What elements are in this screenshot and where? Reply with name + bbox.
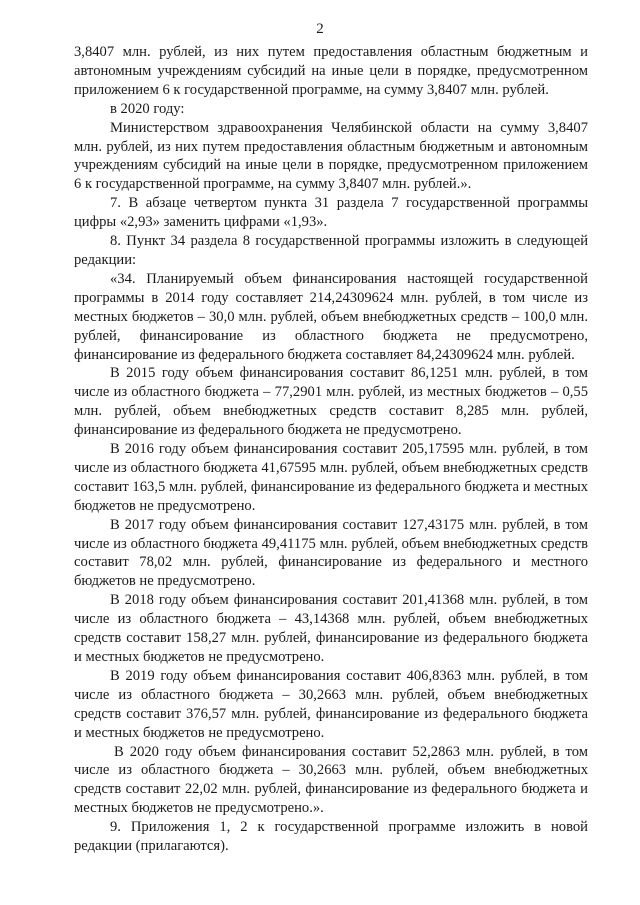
paragraph-year-2018: В 2018 году объем финансирования составит 201,41368 млн. рублей, в том числе из областного бюджета – 43,14368 млн. рублей, объем внебюджетных средств составит 158,27 млн. рублей, финансирование из федерального бюджета и местных бюджетов не предусмотрено. (74, 592, 588, 665)
paragraph-year-2020: В 2020 году объем финансирования составит 52,2863 млн. рублей, в том числе из областного бюджета – 30,2663 млн. рублей, объем внебюджетных средств составит 22,02 млн. рублей, финансирование из федерального бюджета и местных бюджетов не предусмотрено.». (74, 743, 588, 817)
paragraph-item-8: 8. Пункт 34 раздела 8 государственной программы изложить в следующей редакции: (74, 233, 588, 268)
paragraph-year-2020-heading: в 2020 году: (110, 100, 185, 117)
paragraph-section-34: «34. Планируемый объем финансирования настоящей государственной программы в 2014 году составляет 214,24309624 млн. рублей, в том числе из местных бюджетов – 30,0 млн. рублей, объем внебюджетных средств – 100,0 млн. рублей, финансирование из областного бюджета не предусмотрено, финансирование из федерального бюджета составляет 84,24309624 млн. рублей. (74, 270, 588, 363)
paragraph-year-2016: В 2016 году объем финансирования составит 205,17595 млн. рублей, в том числе из областного бюджета 41,67595 млн. рублей, объем внебюджетных средств составит 163,5 млн. рублей, финансирование из федерального бюджета и местных бюджетов не предусмотрено. (74, 441, 588, 514)
paragraph-continuation: 3,8407 млн. рублей, из них путем предоставления областным бюджетным и автономным учреждениям субсидий на иные цели в порядке, предусмотренном приложением 6 к государственной программе, на сумму 3,8407 млн. рублей. (74, 44, 588, 98)
document-body (74, 43, 588, 856)
page-number: 2 (316, 21, 324, 37)
paragraph-ministry-2020: Министерством здравоохранения Челябинской области на сумму 3,8407 млн. рублей, из них путем предоставления областным бюджетным и автономным учреждениям субсидий на иные цели в порядке, предусмотренном приложением 6 к государственной программе, на сумму 3,8407 млн. рублей.». (74, 119, 588, 193)
paragraph-item-7: 7. В абзаце четвертом пункта 31 раздела 7 государственной программы цифры «2,93» заменить цифрами «1,93». (74, 195, 588, 231)
paragraph-item-9: 9. Приложения 1, 2 к государственной программе изложить в новой редакции (прилагаются). (74, 819, 588, 855)
paragraph-year-2019: В 2019 году объем финансирования составит 406,8363 млн. рублей, в том числе из областного бюджета – 30,2663 млн. рублей, объем внебюджетных средств составит 376,57 млн. рублей, финансирование из федерального бюджета и местных бюджетов не предусмотрено. (74, 667, 588, 741)
paragraph-year-2017: В 2017 году объем финансирования составит 127,43175 млн. рублей, в том числе из областного бюджета 49,41175 млн. рублей, объем внебюджетных средств составит 78,02 млн. рублей, финансирование из федерального и местного бюджетов не предусмотрено. (74, 516, 588, 590)
paragraph-year-2015: В 2015 году объем финансирования составит 86,1251 млн. рублей, в том числе из областного бюджета – 77,2901 млн. рублей, из местных бюджетов – 0,55 млн. рублей, объем внебюджетных средств составит 8,285 млн. рублей, финансирование из федерального бюджета не предусмотрено. (74, 365, 588, 439)
